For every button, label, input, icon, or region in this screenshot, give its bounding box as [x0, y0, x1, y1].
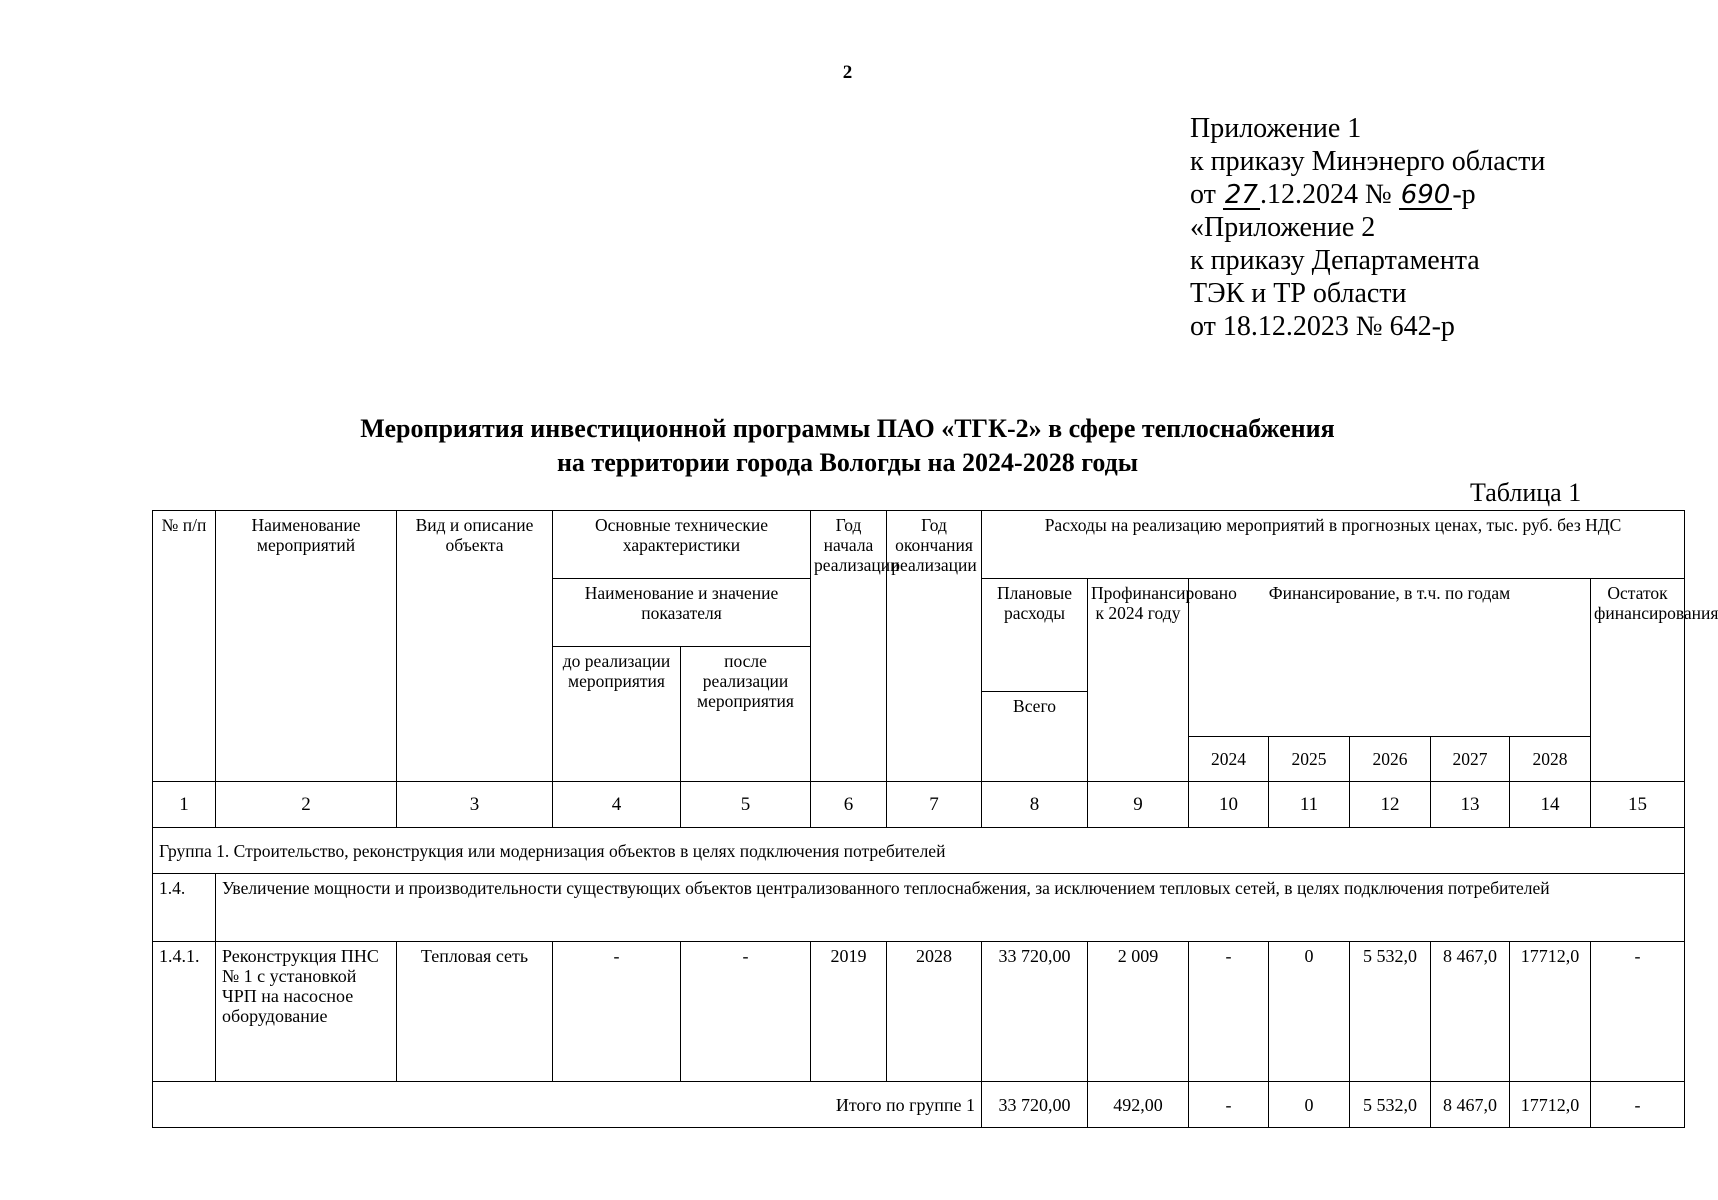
- column-number: 3: [397, 782, 553, 828]
- header-year-2027: 2027: [1431, 737, 1510, 782]
- row-2027: 8 467,0: [1431, 942, 1510, 1082]
- total-row: [153, 1082, 1685, 1128]
- row-financed: 2 009: [1088, 942, 1189, 1082]
- header-planned: Плановые расходы: [982, 579, 1088, 692]
- total-2024: -: [1189, 1082, 1269, 1128]
- column-number: 9: [1088, 782, 1189, 828]
- header-expenses: Расходы на реализацию мероприятий в прогнозных ценах, тыс. руб. без НДС: [982, 511, 1685, 579]
- column-number: 15: [1591, 782, 1685, 828]
- appendix-line: «Приложение 2: [1190, 212, 1376, 243]
- column-number: 6: [811, 782, 887, 828]
- row-2025: 0: [1269, 942, 1350, 1082]
- header-num: № п/п: [153, 511, 216, 782]
- total-remaining: -: [1591, 1082, 1685, 1128]
- total-2027: 8 467,0: [1431, 1082, 1510, 1128]
- group-title: Группа 1. Строительство, реконструкция или модернизация объектов в целях подключения потребителей: [153, 828, 1685, 874]
- total-2026: 5 532,0: [1350, 1082, 1431, 1128]
- table-row: [153, 942, 1685, 1082]
- column-number: 2: [216, 782, 397, 828]
- table-label: Таблица 1: [1470, 478, 1582, 507]
- total-financed: 492,00: [1088, 1082, 1189, 1128]
- column-number: 13: [1431, 782, 1510, 828]
- section-number: 1.4.: [153, 874, 216, 942]
- column-number: 8: [982, 782, 1088, 828]
- investment-table: [152, 510, 1718, 1128]
- column-number: 4: [553, 782, 681, 828]
- section-title: Увеличение мощности и производительности существующих объектов централизованного теплоснабжения, за исключением тепловых сетей, в целях подключения потребителей: [216, 874, 1685, 942]
- appendix-prefix: от: [1190, 179, 1223, 210]
- row-end-year: 2028: [887, 942, 982, 1082]
- column-number: 11: [1269, 782, 1350, 828]
- header-year-2028: 2028: [1510, 737, 1591, 782]
- header-total: Всего: [982, 692, 1088, 782]
- header-end-year: Год окончания реализации: [887, 511, 982, 782]
- section-row: [153, 874, 1685, 942]
- group-row: [153, 828, 1685, 874]
- row-name: Реконструкция ПНС № 1 с установкой ЧРП на насосное оборудование: [216, 942, 397, 1082]
- header-name: Наименование мероприятий: [216, 511, 397, 782]
- appendix-line: ТЭК и ТР области: [1190, 278, 1407, 309]
- header-tech: Основные технические характеристики: [553, 511, 811, 579]
- appendix-block: [1190, 112, 1545, 343]
- title-line-2: на территории города Вологды на 2024-2028 годы: [556, 448, 1139, 477]
- total-2028: 17712,0: [1510, 1082, 1591, 1128]
- header-type: Вид и описание объекта: [397, 511, 553, 782]
- handwritten-day: 27: [1224, 180, 1258, 210]
- column-number: 14: [1510, 782, 1591, 828]
- header-financing: Финансирование, в т.ч. по годам: [1189, 579, 1591, 737]
- appendix-line: Приложение 1: [1190, 113, 1362, 144]
- column-number: 5: [681, 782, 811, 828]
- row-2024: -: [1189, 942, 1269, 1082]
- appendix-order-line: [1190, 178, 1545, 211]
- appendix-line: от 18.12.2023 № 642-р: [1190, 311, 1455, 342]
- column-number: 1: [153, 782, 216, 828]
- column-numbers-row: [153, 782, 1685, 828]
- column-number: 7: [887, 782, 982, 828]
- page-number: 2: [842, 62, 853, 83]
- appendix-date-mid: .12.2024 №: [1259, 179, 1399, 210]
- header-year-2026: 2026: [1350, 737, 1431, 782]
- header-before: до реализации мероприятия: [553, 647, 681, 782]
- row-start-year: 2019: [811, 942, 887, 1082]
- appendix-suffix: -р: [1452, 179, 1476, 210]
- header-after: после реализации мероприятия: [681, 647, 811, 782]
- document-title: [0, 412, 1695, 480]
- header-indicator: Наименование и значение показателя: [553, 579, 811, 647]
- row-number: 1.4.1.: [153, 942, 216, 1082]
- row-2026: 5 532,0: [1350, 942, 1431, 1082]
- total-2025: 0: [1269, 1082, 1350, 1128]
- header-year-2025: 2025: [1269, 737, 1350, 782]
- header-start-year: Год начала реализации: [811, 511, 887, 782]
- row-remaining: -: [1591, 942, 1685, 1082]
- header-financed: Профинансировано к 2024 году: [1088, 579, 1189, 782]
- row-type: Тепловая сеть: [397, 942, 553, 1082]
- title-line-1: Мероприятия инвестиционной программы ПАО «ТГК-2» в сфере теплоснабжения: [360, 414, 1335, 443]
- row-total: 33 720,00: [982, 942, 1088, 1082]
- total-label: Итого по группе 1: [153, 1082, 982, 1128]
- row-2028: 17712,0: [1510, 942, 1591, 1082]
- appendix-line: к приказу Минэнерго области: [1190, 146, 1546, 177]
- row-after: -: [681, 942, 811, 1082]
- row-before: -: [553, 942, 681, 1082]
- column-number: 12: [1350, 782, 1431, 828]
- column-number: 10: [1189, 782, 1269, 828]
- header-year-2024: 2024: [1189, 737, 1269, 782]
- appendix-line: к приказу Департамента: [1190, 245, 1480, 276]
- total-planned: 33 720,00: [982, 1082, 1088, 1128]
- header-remaining: Остаток финансирования: [1591, 579, 1685, 782]
- handwritten-number: 690: [1400, 180, 1451, 210]
